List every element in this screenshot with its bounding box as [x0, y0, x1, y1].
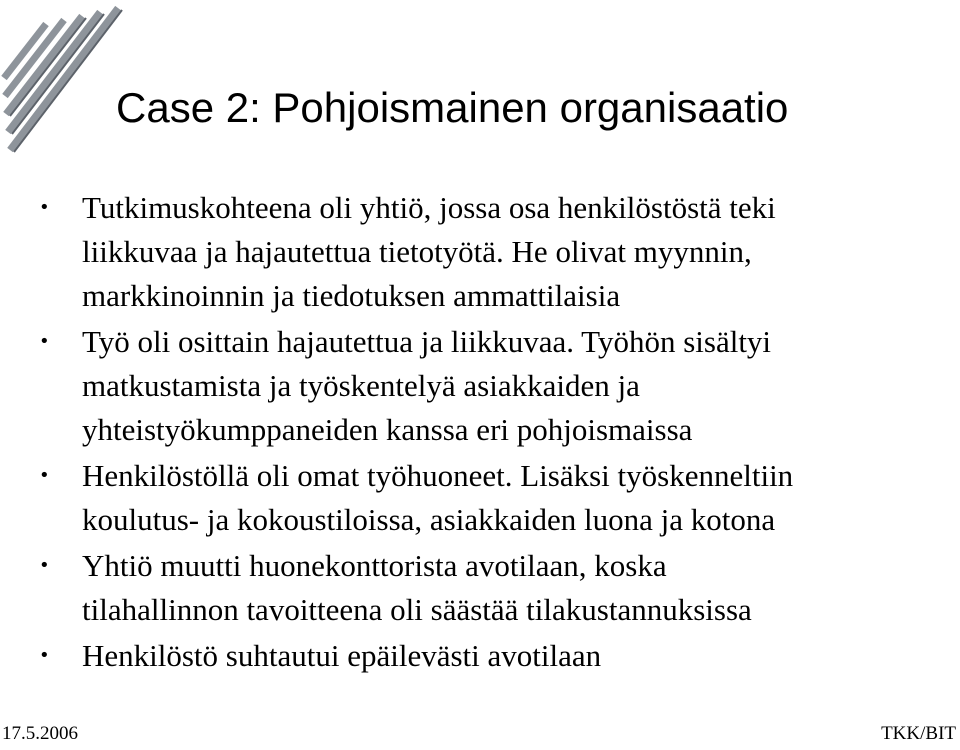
bullet-dot-icon: • — [39, 197, 50, 218]
footer-org: TKK/BIT — [881, 723, 956, 744]
bullet-list — [0, 186, 793, 680]
bullet-dot-icon: • — [39, 465, 50, 486]
slide-title: Case 2: Pohjoismainen organisaatio — [116, 84, 789, 131]
bullet-line: koulutus- ja kokoustiloissa, asiakkaiden luona ja kotona — [82, 502, 776, 537]
bullet-line: Henkilöstöllä oli omat työhuoneet. Lisäksi työskenneltiin — [82, 458, 794, 493]
bullet-dot-icon: • — [39, 555, 50, 576]
bullet-line: matkustamista ja työskentelyä asiakkaiden ja — [82, 368, 640, 403]
bullet-dot-icon: • — [39, 645, 50, 666]
bullet-item — [0, 634, 793, 678]
bullet-line: tilahallinnon tavoitteena oli säästää tilakustannuksissa — [82, 592, 752, 627]
bullet-line: yhteistyökumppaneiden kanssa eri pohjoismaissa — [82, 412, 693, 447]
bullet-line: Yhtiö muutti huonekonttorista avotilaan, koska — [82, 548, 667, 583]
bullet-item — [0, 186, 793, 318]
bullet-item — [0, 320, 793, 452]
bullet-line: Henkilöstö suhtautui epäilevästi avotilaan — [82, 638, 602, 673]
bullet-item — [0, 544, 793, 632]
bullet-line: Työ oli osittain hajautettua ja liikkuvaa. Työhön sisältyi — [82, 324, 772, 359]
bullet-line: liikkuvaa ja hajautettua tietotyötä. He olivat myynnin, — [82, 234, 752, 269]
tkk-logo-icon — [0, 0, 135, 160]
bullet-line: markkinoinnin ja tiedotuksen ammattilaisia — [82, 278, 621, 313]
bullet-dot-icon: • — [39, 331, 50, 352]
bullet-item — [0, 454, 793, 542]
footer-date: 17.5.2006 — [2, 723, 78, 744]
bullet-line: Tutkimuskohteena oli yhtiö, jossa osa henkilöstöstä teki — [82, 190, 776, 225]
